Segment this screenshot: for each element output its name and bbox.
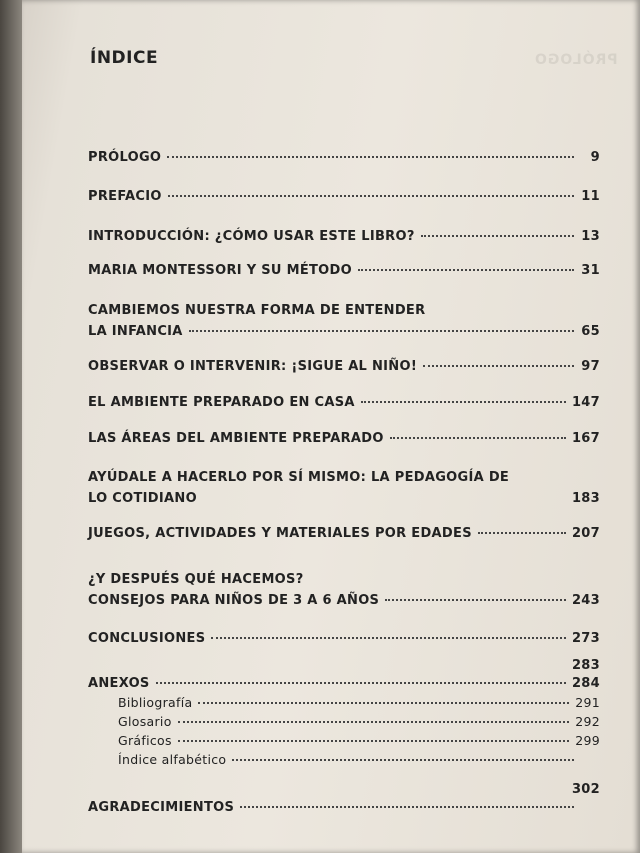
toc-entry xyxy=(88,631,600,649)
leader-dots xyxy=(358,268,574,271)
toc-page-number: 243 xyxy=(571,593,600,608)
toc-entry-title-continued: LO COTIDIANO xyxy=(88,491,197,506)
toc-entry xyxy=(88,431,600,449)
toc-entry xyxy=(88,263,600,281)
toc-page-number: 302 xyxy=(571,782,600,797)
toc-entry-title: CAMBIEMOS NUESTRA FORMA DE ENTENDER xyxy=(88,303,426,318)
leader-dots xyxy=(198,701,569,704)
toc-entry xyxy=(88,229,600,247)
leader-dots xyxy=(361,400,566,403)
toc-entry xyxy=(88,359,600,377)
leader-dots xyxy=(211,636,566,639)
toc-entry-title: INTRODUCCIÓN: ¿CÓMO USAR ESTE LIBRO? xyxy=(88,229,415,244)
annex-item-title: Gráficos xyxy=(118,733,172,748)
toc-entry-title: MARIA MONTESSORI Y SU MÉTODO xyxy=(88,263,352,278)
toc-page-number: 291 xyxy=(575,695,600,710)
leader-dots xyxy=(178,720,570,723)
toc-entry-title-continued: CONSEJOS PARA NIÑOS DE 3 A 6 AÑOS xyxy=(88,593,380,608)
leader-dots xyxy=(178,739,569,742)
toc-entry-title: PRÓLOGO xyxy=(88,150,162,165)
toc-page-number: 147 xyxy=(571,395,600,410)
leader-dots xyxy=(390,436,566,439)
toc-page-number: 299 xyxy=(575,733,600,748)
toc-page-number: 9 xyxy=(590,150,600,165)
toc-entry-title: PREFACIO xyxy=(88,189,162,204)
toc-page-number: 65 xyxy=(581,324,600,339)
bleed-through-text: PRÓLOGO xyxy=(534,52,618,68)
leader-dots xyxy=(421,234,574,237)
toc-page-number: 183 xyxy=(571,491,600,506)
leader-dots xyxy=(167,155,574,158)
annex-item-title: Bibliografía xyxy=(118,695,193,710)
toc-entry-title: AGRADECIMIENTOS xyxy=(88,800,235,815)
toc-entry xyxy=(88,395,600,413)
toc-entry xyxy=(88,470,600,509)
toc-page-number: 11 xyxy=(581,189,600,204)
toc-entry-title: ¿Y DESPUÉS QUÉ HACEMOS? xyxy=(88,572,304,587)
toc-entry-title: CONCLUSIONES xyxy=(88,631,206,646)
toc-entry-title: EL AMBIENTE PREPARADO EN CASA xyxy=(88,395,355,410)
toc-entry-title: LAS ÁREAS DEL AMBIENTE PREPARADO xyxy=(88,431,384,446)
toc-entry xyxy=(88,526,600,544)
toc-entry xyxy=(88,303,600,342)
leader-dots xyxy=(156,681,566,684)
toc-page-number: 207 xyxy=(571,526,600,541)
toc-entry xyxy=(88,150,600,168)
leader-dots xyxy=(478,531,566,534)
toc-entry-title: OBSERVAR O INTERVENIR: ¡SIGUE AL NIÑO! xyxy=(88,359,418,374)
toc-entry-title-continued: LA INFANCIA xyxy=(88,324,183,339)
toc-page-number: 273 xyxy=(571,631,600,646)
toc-page-number: 292 xyxy=(575,714,600,729)
toc-entry xyxy=(88,658,600,694)
toc-page-number: 283 xyxy=(571,658,600,673)
annex-item-title: Glosario xyxy=(118,714,172,729)
toc-page-number: 13 xyxy=(581,229,600,244)
leader-dots xyxy=(168,194,574,197)
leader-dots xyxy=(189,329,574,332)
toc-entry xyxy=(88,189,600,207)
toc-page-number: 167 xyxy=(571,431,600,446)
leader-dots xyxy=(232,758,574,761)
toc-entry-title: JUEGOS, ACTIVIDADES Y MATERIALES POR EDADES xyxy=(88,526,472,541)
toc-entry-title: ANEXOS xyxy=(88,676,150,691)
toc-page-number: 97 xyxy=(581,359,600,374)
toc-page-number: 31 xyxy=(581,263,600,278)
annex-item-title: Índice alfabético xyxy=(118,752,227,767)
leader-dots xyxy=(423,364,574,367)
toc-page-number-first-annex: 284 xyxy=(571,676,600,691)
leader-dots xyxy=(240,805,574,808)
leader-dots xyxy=(385,598,566,601)
annex-list xyxy=(88,695,600,771)
toc-entry xyxy=(88,572,600,611)
toc-entry xyxy=(88,782,600,818)
page-title: ÍNDICE xyxy=(90,48,159,68)
toc-entry-title: AYÚDALE A HACERLO POR SÍ MISMO: LA PEDAGOGÍA DE xyxy=(88,470,510,485)
